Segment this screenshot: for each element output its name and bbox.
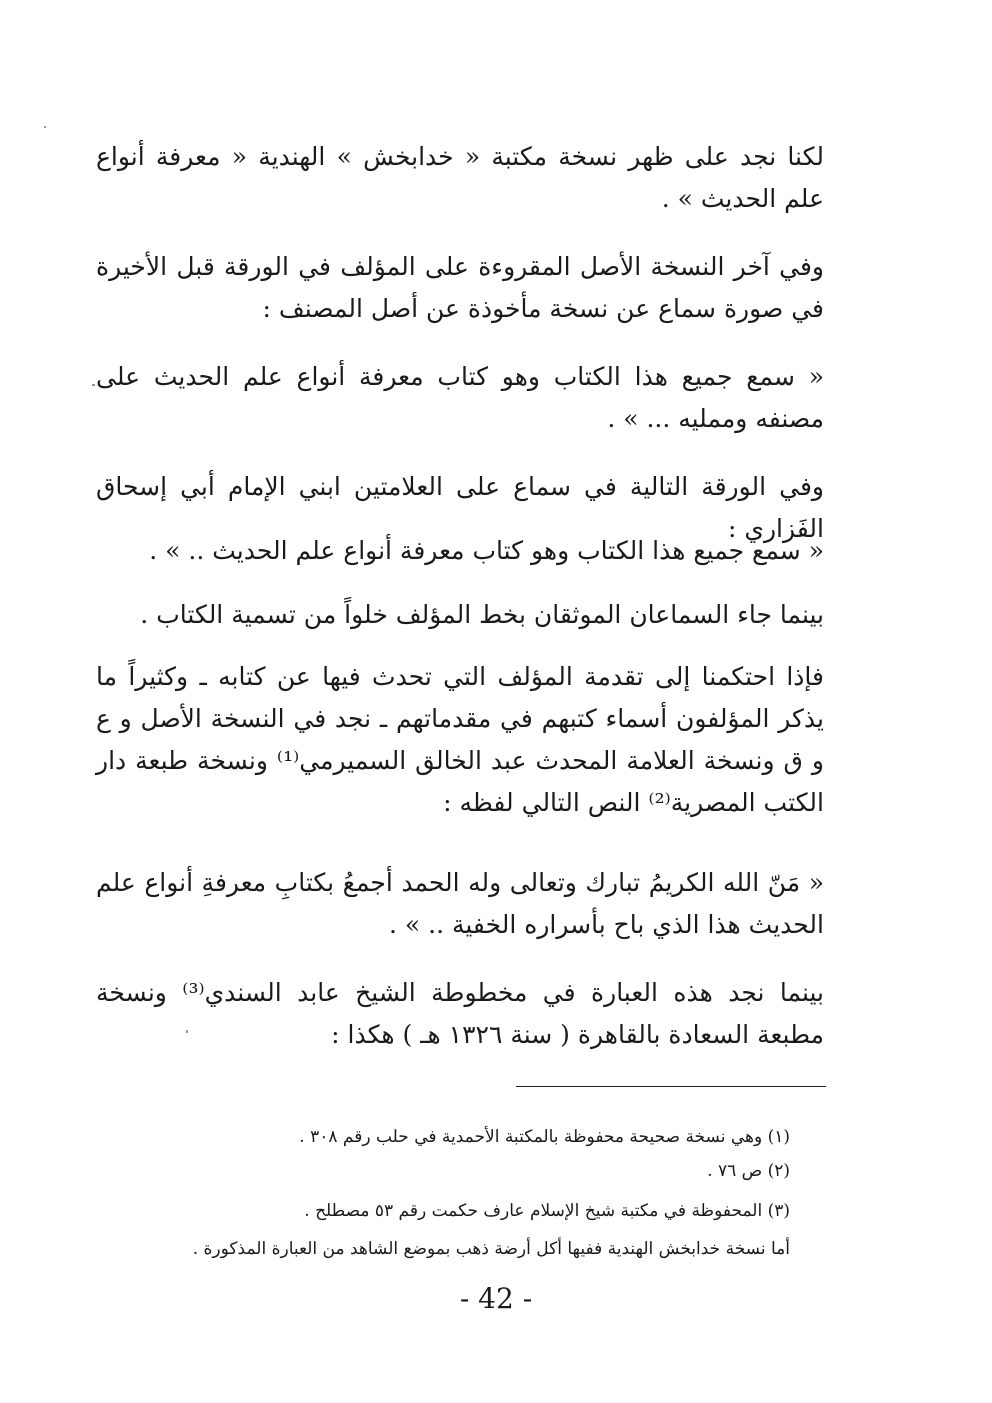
- footnote-1: (١) وهي نسخة صحيحة محفوظة بالمكتبة الأحمدية في حلب رقم ٣٠٨ .: [299, 1127, 790, 1147]
- scan-speck: [44, 126, 46, 128]
- scan-speck: [92, 384, 95, 386]
- paragraph-6: بينما جاء السماعان الموثقان بخط المؤلف خلواً من تسمية الكتاب .: [140, 600, 824, 629]
- paragraph-3-quote: « سمع جميع هذا الكتاب وهو كتاب معرفة أنواع علم الحديث على مصنفه وممليه ... » .: [96, 362, 824, 433]
- scan-speck: [186, 1030, 188, 1033]
- paragraph-9: بينما نجد هذه العبارة في مخطوطة الشيخ عابد السندي⁽³⁾ ونسخة مطبعة السعادة بالقاهرة ( سنة ١٣٢٦ هـ ) هكذا :: [96, 978, 824, 1049]
- paragraph-1: لكنا نجد على ظهر نسخة مكتبة « خدابخش » الهندية « معرفة أنواع علم الحديث » .: [96, 142, 824, 213]
- paragraph-8-quote: « مَنّ الله الكريمُ تبارك وتعالى وله الحمد أجمعُ بكتابِ معرفةِ أنواع علم الحديث هذا الذي باح بأسراره الخفية .. » .: [96, 868, 824, 939]
- page-number: - 42 -: [459, 1282, 533, 1315]
- paragraph-5-quote: « سمع جميع هذا الكتاب وهو كتاب معرفة أنواع علم الحديث .. » .: [149, 536, 824, 565]
- paragraph-2: وفي آخر النسخة الأصل المقروءة على المؤلف في الورقة قبل الأخيرة في صورة سماع عن نسخة مأخوذة عن أصل المصنف :: [96, 252, 824, 323]
- paragraph-7: فإذا احتكمنا إلى تقدمة المؤلف التي تحدث فيها عن كتابه ـ وكثيراً ما يذكر المؤلفون أسماء كتبهم في مقدماتهم ـ نجد في النسخة الأصل و ع و ق ونسخة العلامة المحدث عبد الخالق السميرمي⁽¹⁾ ونسخة طبعة دار الكتب المصرية⁽²⁾ النص التالي لفظه :: [96, 662, 824, 817]
- footnote-3: (٣) المحفوظة في مكتبة شيخ الإسلام عارف حكمت رقم ٥٣ مصطلح .: [304, 1201, 790, 1221]
- paragraph-4: وفي الورقة التالية في سماع على العلامتين ابني الإمام أبي إسحاق الفَزاري :: [96, 472, 824, 543]
- footnote-2: (٢) ص ٧٦ .: [707, 1161, 790, 1181]
- footnote-3-continued: أما نسخة خدابخش الهندية ففيها أكل أرضة ذهب بموضع الشاهد من العبارة المذكورة .: [192, 1239, 790, 1259]
- footnote-separator: [516, 1086, 826, 1087]
